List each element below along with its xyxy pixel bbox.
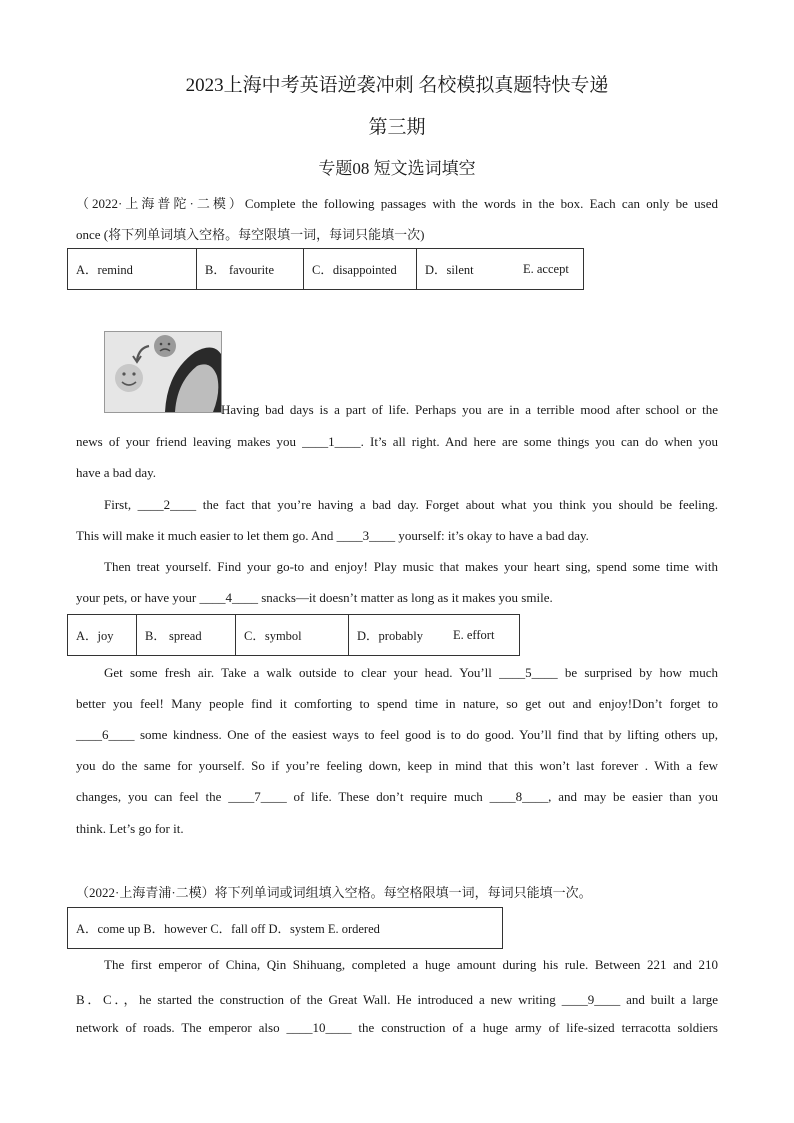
option-a: A．remind [68,249,197,290]
passage2-line-1: Get some fresh air. Take a walk outside to clear your head. You’ll ____5____ be surprised by how much [104,665,718,680]
passage1-line-7: your pets, or have your ____4____ snacks—it doesn’t matter as long as it makes you smile. [76,590,553,605]
mood-face-image [105,332,221,412]
topic-heading: 专题08 短文选词填空 [318,159,476,178]
word-box-2 [67,614,520,656]
passage1-line-2: news of your friend leaving makes you ____1____. It’s all right. And here are some things you can do when you [76,434,718,449]
passage2-line-2: better you feel! Many people find it comforting to spend time in nature, so get out and enjoy!Don’t forget to [76,696,718,711]
passage3-line-3: network of roads. The emperor also ____10____ the construction of a huge army of life-sized terracotta soldiers [76,1020,718,1035]
option-e: E. effort [445,615,520,656]
document-title: 2023上海中考英语逆袭冲刺 名校模拟真题特快专递 [185,75,609,96]
option-d: D．silent [417,249,516,290]
option-d: D．probably [349,615,446,656]
word-box-3 [67,907,503,949]
word-box-1 [67,248,584,290]
option-e: E. accept [515,249,584,290]
option-b: B． spread [137,615,236,656]
passage1-line-1-text: Having bad days is a part of life. Perhaps you are in a terrible mood after school or the [221,402,718,417]
mood-illustration [104,331,222,413]
section2-instruction: （2022·上海青浦·二模）将下列单词或词组填入空格。每空格限填一词，每词只能填一次。 [76,885,592,900]
passage1-line-1 [221,402,718,418]
option-a: A．joy [68,615,137,656]
passage2-line-3: ____6____ some kindness. One of the easiest ways to feel good is to do good. You’ll find that by lifting others up, [76,727,718,742]
passage1-line-5: This will make it much easier to let them go. And ____3____ yourself: it’s okay to have a bad day. [76,528,589,543]
passage1-line-3: have a bad day. [76,465,157,480]
option-c: C．symbol [236,615,349,656]
section1-instruction-cont: once (将下列单词填入空格。每空限填一词，每词只能填一次) [76,227,425,242]
passage2-line-4: you do the same for yourself. So if you’re feeling down, keep in mind that this won’t last forever . With a few [76,758,718,773]
word-box-3-options: A．come up B．however C．fall off D．system E. ordered [68,908,503,949]
option-b: B． favourite [197,249,304,290]
passage1-line-4: First, ____2____ the fact that you’re having a bad day. Forget about what you think you should be feeling. [104,497,718,512]
section1-instruction: （2022·上海普陀·二模）Complete the following passages with the words in the box. Each can only be used [76,196,718,211]
passage3-line-2: B．C．，he started the construction of the Great Wall. He introduced a new writing ____9____ and built a large [76,992,718,1007]
passage3-line-1: The first emperor of China, Qin Shihuang, completed a huge amount during his rule. Between 221 and 210 [104,957,718,972]
passage1-line-6: Then treat yourself. Find your go-to and enjoy! Play music that makes your heart sing, spend some time with [104,559,718,574]
passage2-line-5: changes, you can feel the ____7____ of life. These don’t require much ____8____, and may be easier than you [76,789,718,804]
option-c: C．disappointed [304,249,417,290]
passage2-line-6: think. Let’s go for it. [76,821,184,836]
issue-label: 第三期 [368,117,426,138]
